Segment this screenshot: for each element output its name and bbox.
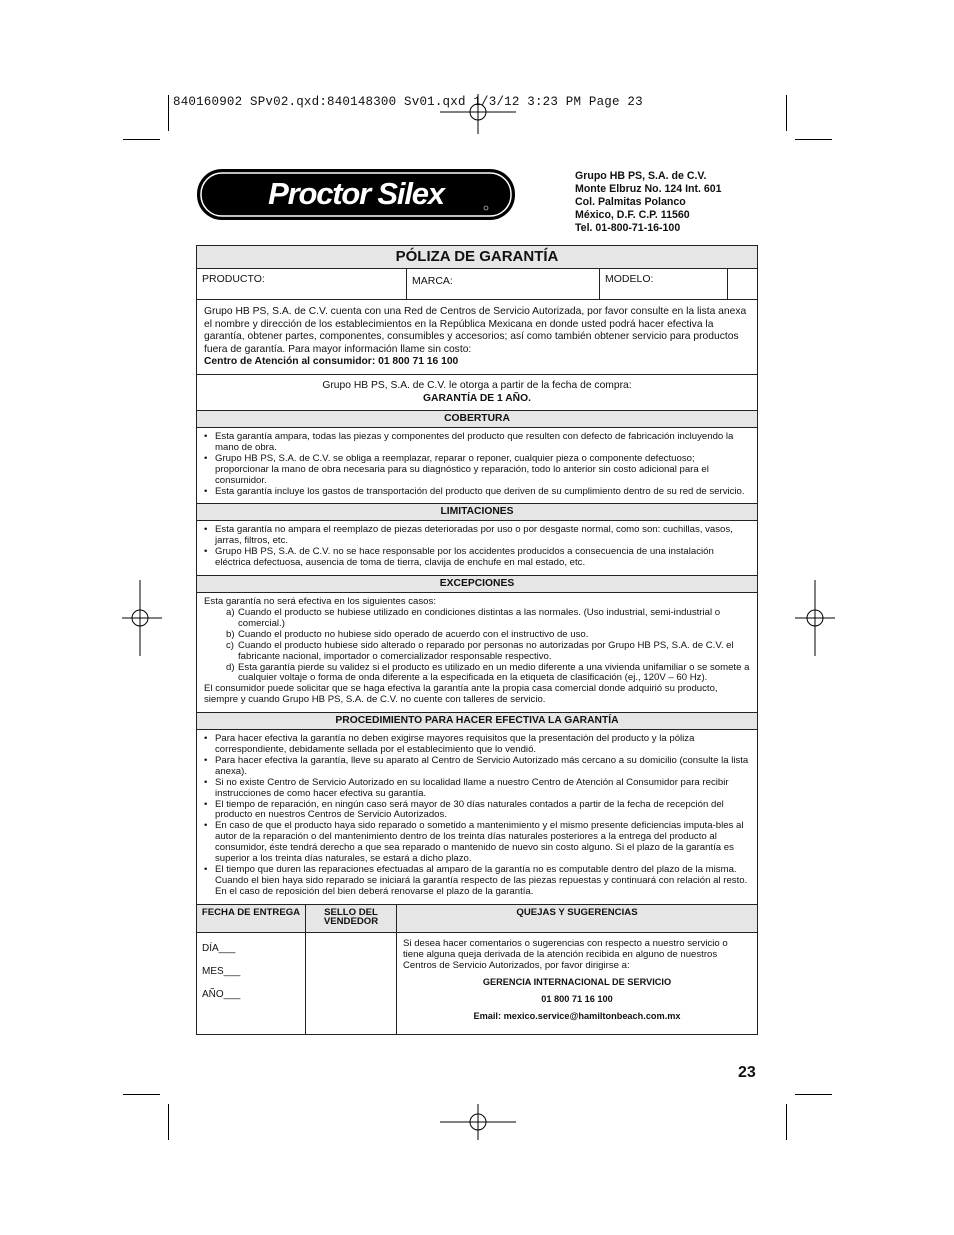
delivery-date-column	[197, 905, 306, 1034]
page-number: 23	[738, 1064, 756, 1081]
delivery-date-fields	[197, 943, 305, 1034]
product-field[interactable]	[197, 269, 407, 299]
product-label: PRODUCTO:	[202, 273, 265, 285]
company-phone: Tel. 01-800-71-16-100	[575, 222, 681, 234]
list-item: • El tiempo que duren las reparaciones efectuadas al amparo de la garantía no es computable dentro del plazo de la misma. Cuando el bien haya sido reparado se iniciará la garantía respecto de las piezas repuestas y continuará con relación al resto. En el caso de reposición del bien deberá renovarse el plazo de la garantía.	[204, 865, 750, 898]
exceptions-heading: EXCEPCIONES	[197, 576, 757, 593]
exceptions-outro: El consumidor puede solicitar que se haga efectiva la garantía ante la propia casa comercial donde adquirió su producto, siempre y cuando Grupo HB PS, S.A. de C.V. no cuente con talleres de servicio.	[204, 683, 718, 706]
complaints-text: Si desea hacer comentarios o sugerencias con respecto a nuestro servicio o tiene alguna queja derivada de la atención recibida en alguno de nuestros Centros de Servicio Autorizados, por favor dirigirse a:	[403, 937, 728, 971]
list-item	[226, 663, 750, 685]
case-text: Cuando el producto no hubiese sido operado de acuerdo con el instructivo de uso.	[238, 628, 589, 640]
crop-mark	[168, 95, 169, 131]
seller-stamp-column	[306, 905, 397, 1034]
list-item: • Esta garantía incluye los gastos de transportación del producto que deriven de su cumplimiento dentro de su red de servicio.	[204, 487, 750, 498]
day-field[interactable]: DÍA___	[202, 942, 236, 954]
list-item: • En caso de que el producto haya sido reparado o sometido a mantenimiento y el mismo presente deficiencias imputa-bles al autor de la reparación o del mantenimiento dentro de los treinta días naturales posteriores a la entrega del producto al consumidor, éste tendrá derecho a que sea reparado o mantenido de nuevo sin costo alguno. Si el plazo de la garantía es superior a los treinta días naturales, se estará a dicho plazo.	[204, 821, 750, 865]
list-item: • El tiempo de reparación, en ningún caso será mayor de 30 días naturales contados a partir de la fecha de recepción del producto en nuestros Centros de Servicio Autorizados.	[204, 800, 750, 822]
case-letter: c)	[226, 639, 234, 651]
brand-field[interactable]	[407, 269, 600, 299]
seller-stamp-heading: SELLO DEL VENDEDOR	[306, 905, 396, 933]
crop-mark	[786, 95, 787, 131]
exceptions-intro: Esta garantía no será efectiva en los siguientes casos:	[204, 596, 436, 608]
list-item	[226, 608, 750, 630]
model-field[interactable]	[600, 269, 728, 299]
company-name: Grupo HB PS, S.A. de C.V.	[575, 170, 707, 182]
complaints-body	[397, 933, 757, 1024]
svg-text:Proctor Silex: Proctor Silex	[268, 176, 444, 211]
crop-mark	[123, 139, 160, 140]
list-item: • Esta garantía ampara, todas las piezas y componentes del producto que resulten con defecto de fabricación incluyendo la mano de obra.	[204, 432, 750, 454]
limitations-heading: LIMITACIONES	[197, 504, 757, 521]
crop-mark	[786, 1104, 787, 1140]
case-letter: d)	[226, 661, 235, 673]
registration-mark-icon	[440, 1104, 516, 1140]
seller-stamp-box[interactable]	[306, 933, 396, 1024]
case-letter: a)	[226, 606, 235, 618]
company-address-line: Monte Elbruz No. 124 Int. 601	[575, 183, 722, 195]
company-address-line: Col. Palmitas Polanco	[575, 196, 686, 208]
procedure-heading: PROCEDIMIENTO PARA HACER EFECTIVA LA GARANTÍA	[197, 713, 757, 730]
complaints-heading: QUEJAS Y SUGERENCIAS	[397, 905, 757, 933]
list-item: • Para hacer efectiva la garantía no deben exigirse mayores requisitos que la presentación del producto y la póliza correspondiente, debidamente sellada por el establecimiento que lo vendió.	[204, 734, 750, 756]
crop-mark	[168, 1104, 169, 1140]
delivery-date-heading: FECHA DE ENTREGA	[197, 905, 305, 933]
grant-text: Grupo HB PS, S.A. de C.V. le otorga a partir de la fecha de compra:	[322, 380, 632, 391]
model-box[interactable]	[728, 269, 757, 299]
exceptions-section	[197, 593, 757, 713]
slug-line: 840160902 SPv02.qxd:840148300 Sv01.qxd 1/3/12 3:23 PM Page 23	[173, 95, 643, 109]
proctor-silex-logo	[196, 168, 516, 221]
complaints-column	[397, 905, 757, 1034]
case-text: Esta garantía pierde su validez si el producto es utilizado en un medio diferente a una vivienda unifamiliar o se somete a cualquier voltaje o forma de onda diferente a la especificada en la etiqueta de clasificación (ej., 120V – 60 Hz).	[238, 661, 750, 684]
list-item: • Para hacer efectiva la garantía, lleve su aparato al Centro de Servicio Autorizado más cercano a su domicilio (consulte la lista anexa).	[204, 756, 750, 778]
month-field[interactable]: MES___	[202, 965, 241, 977]
brand-label: MARCA:	[412, 275, 453, 287]
warranty-grant	[197, 375, 757, 411]
service-phone: 01 800 71 16 100	[541, 993, 613, 1004]
case-text: Cuando el producto hubiese sido alterado o reparado por personas no autorizadas por Grupo HB PS, S.A. de C.V. el fabricante nacional, importador o comercializador responsable respectivo.	[238, 639, 734, 662]
case-letter: b)	[226, 628, 235, 640]
registration-mark-icon	[440, 94, 516, 134]
registration-mark-icon	[795, 580, 835, 656]
list-item: • Si no existe Centro de Servicio Autorizado en su localidad llame a nuestro Centro de Atención al Consumidor para recibir instrucciones de como hacer efectiva su garantía.	[204, 778, 750, 800]
consumer-center-phone: Centro de Atención al consumidor: 01 800 71 16 100	[204, 356, 459, 368]
procedure-section	[197, 730, 757, 905]
service-email: Email: mexico.service@hamiltonbeach.com.mx	[473, 1010, 681, 1021]
grant-duration: GARANTÍA DE 1 AÑO.	[423, 392, 531, 404]
year-field[interactable]: AÑO___	[202, 988, 241, 1000]
limitations-section	[197, 521, 757, 576]
crop-mark	[123, 1094, 160, 1095]
model-label: MODELO:	[605, 273, 654, 285]
list-item: • Grupo HB PS, S.A. de C.V. no se hace responsable por los accidentes producidos a consecuencia de una instalación eléctrica defectuosa, ausencia de toma de tierra, clavija de enchufe en mal estado, etc.	[204, 547, 750, 569]
form-title: PÓLIZA DE GARANTÍA	[197, 246, 757, 269]
crop-mark	[795, 139, 832, 140]
list-item: • Grupo HB PS, S.A. de C.V. se obliga a reemplazar, reparar o reponer, cualquier pieza o componente defectuoso; proporcionar la mano de obra necesaria para su diagnóstico y reparación, todo lo anterior sin costo adicional para el consumidor.	[204, 454, 750, 487]
coverage-heading: COBERTURA	[197, 411, 757, 428]
intro-paragraph	[197, 300, 757, 375]
registration-mark-icon	[122, 580, 162, 656]
product-row	[197, 269, 757, 300]
list-item: • Esta garantía no ampara el reemplazo de piezas deterioradas por uso o por desgaste normal, como son: cuchillas, vasos, jarras, filtros, etc.	[204, 525, 750, 547]
bottom-table	[197, 905, 757, 1034]
warranty-form	[196, 245, 758, 1035]
service-management: GERENCIA INTERNACIONAL DE SERVICIO	[482, 976, 672, 987]
list-item	[226, 641, 750, 663]
coverage-section	[197, 428, 757, 504]
intro-text: Grupo HB PS, S.A. de C.V. cuenta con una Red de Centros de Servicio Autorizada, por favor consulte en la lista anexa el nombre y dirección de los establecimientos en la República Mexicana en donde usted podrá hacer efectiva la garantía, obtener partes, componentes, consumibles y accesorios; así como también obtener servicio para productos fuera de garantía. Para mayor información llame sin costo:	[204, 306, 747, 355]
company-city: México, D.F. C.P. 11560	[575, 209, 690, 221]
company-address	[575, 170, 722, 235]
case-text: Cuando el producto se hubiese utilizado en condiciones distintas a las normales. (Uso industrial, semi-industrial o comercial.)	[238, 606, 721, 629]
crop-mark	[795, 1094, 832, 1095]
